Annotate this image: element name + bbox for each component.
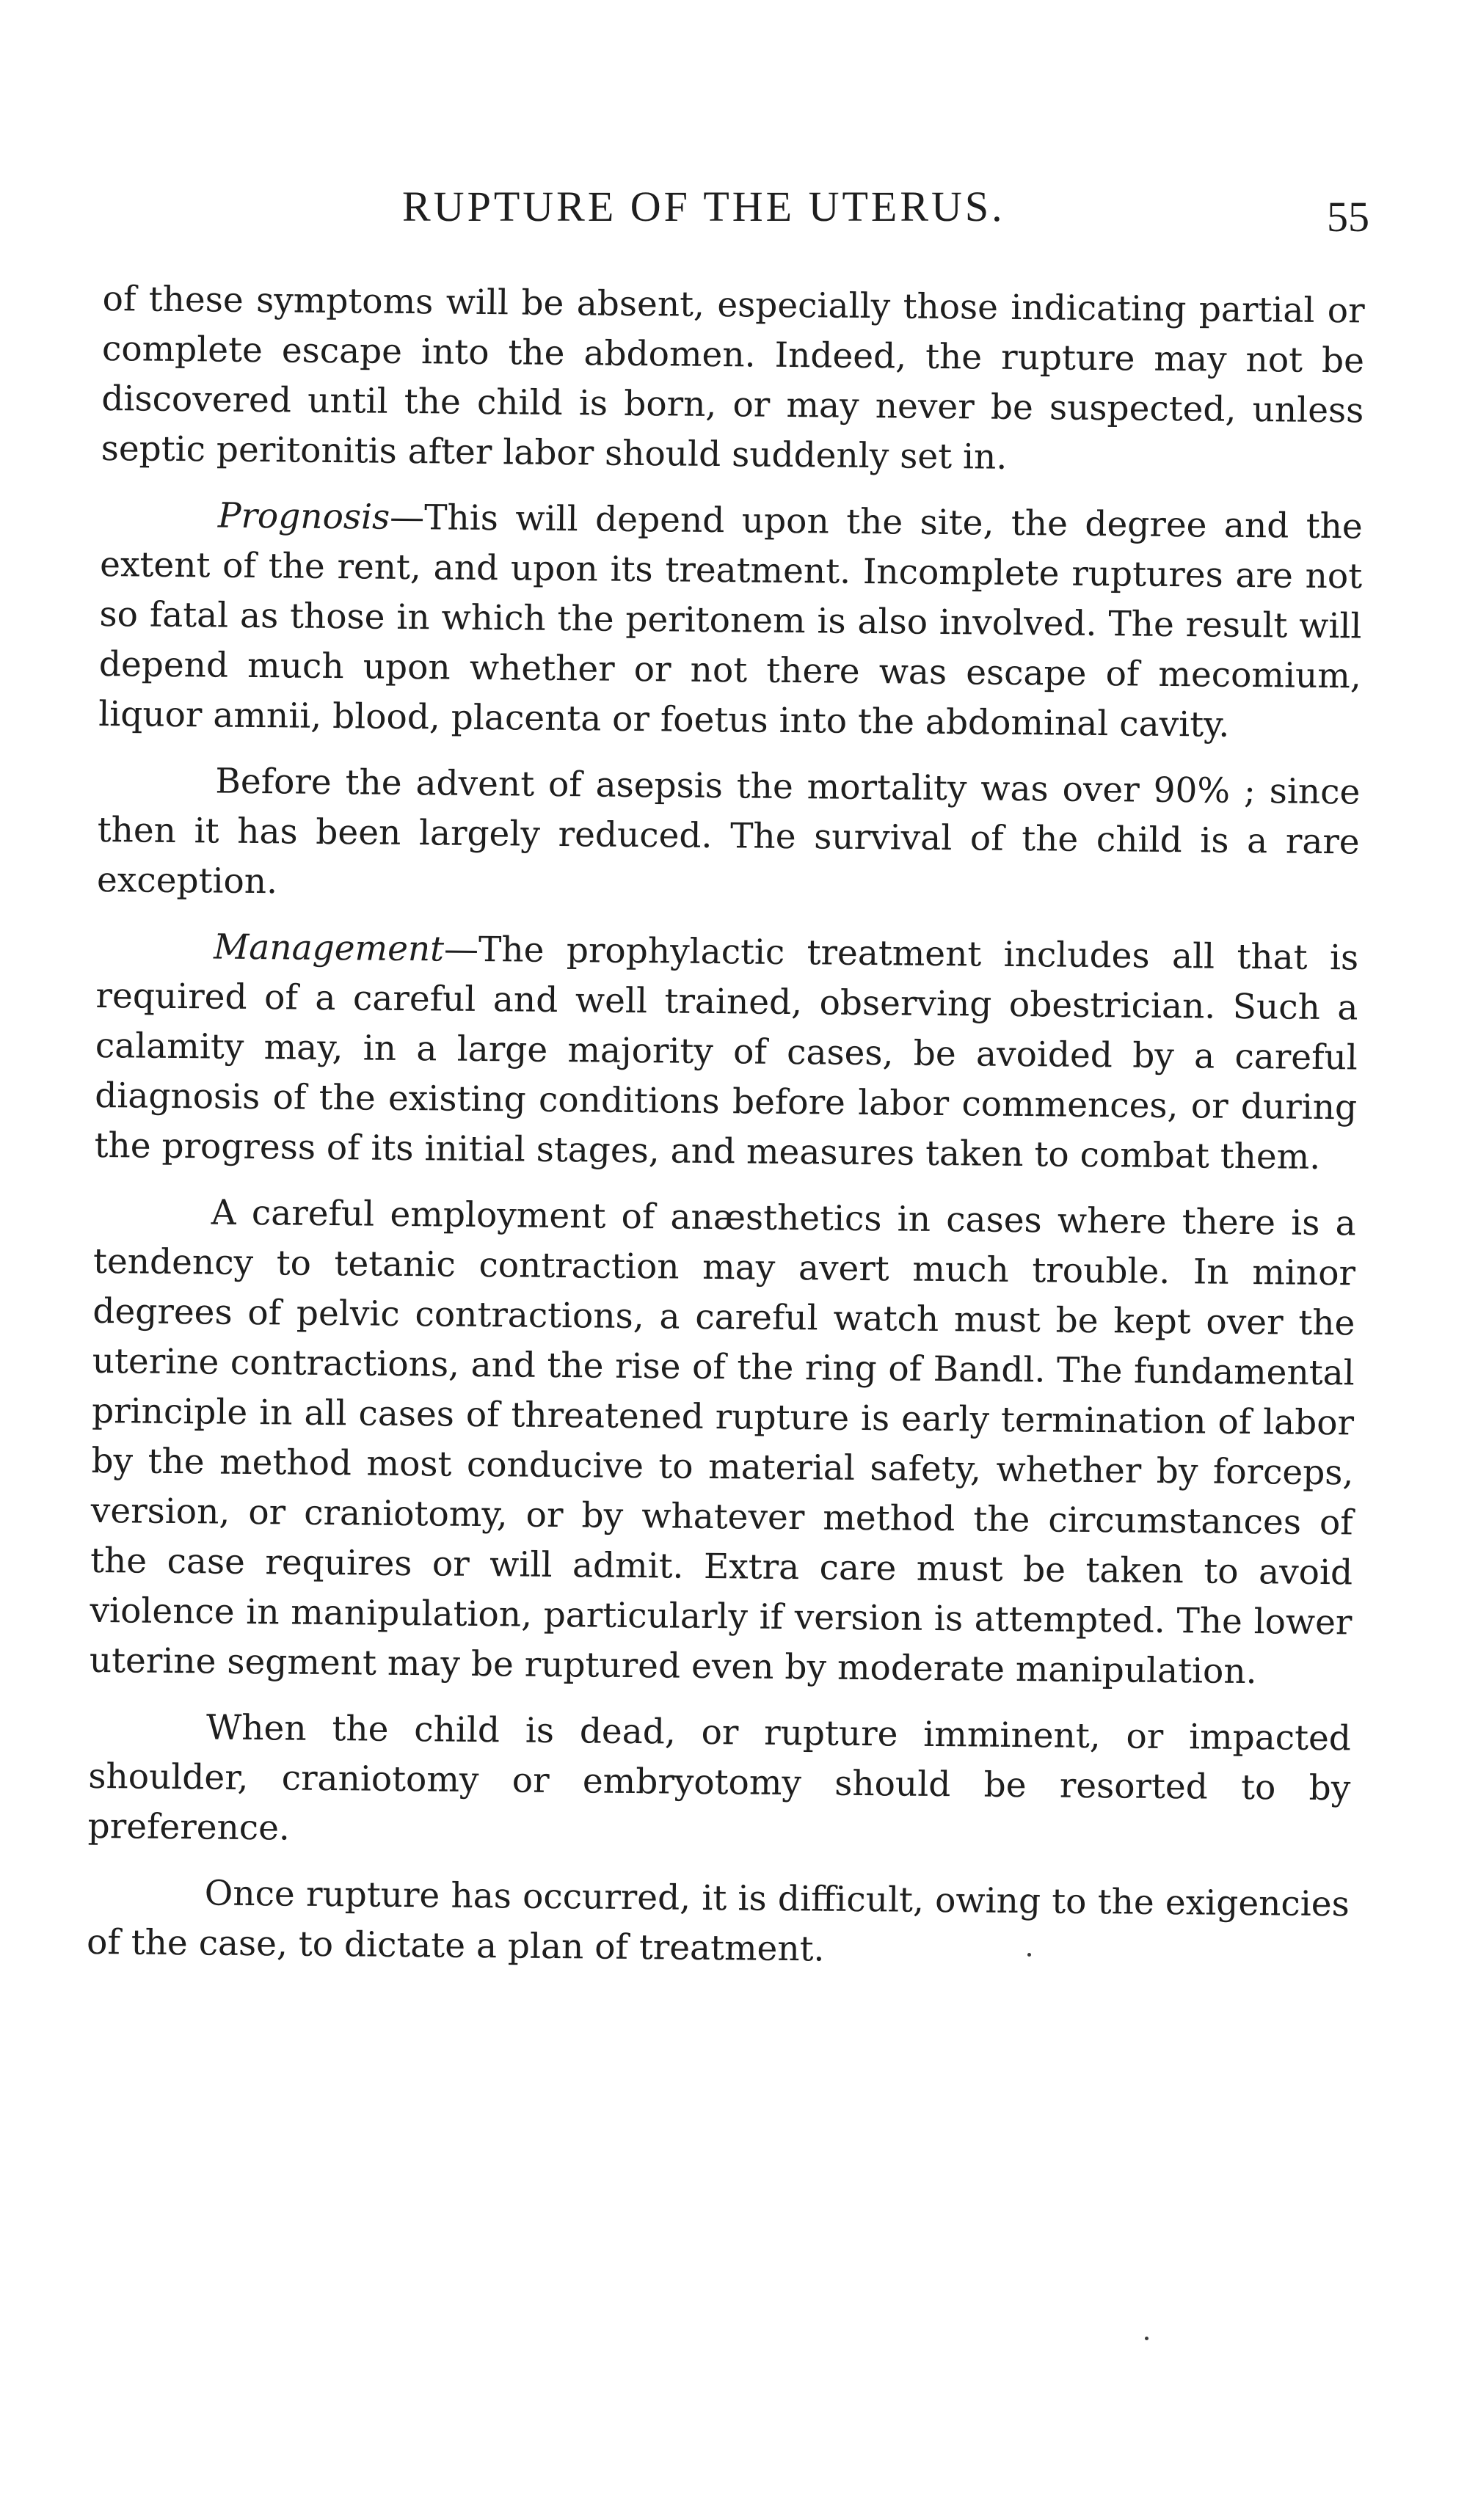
print-speck <box>1027 1953 1031 1957</box>
paragraph-symptoms-continued: of these symptoms will be absent, especially those indicating partial or complete escape into the abdomen. Indeed, the rupture may not be discovered until the child is born, or may never be suspected, unless septic peritonitis after labor should suddenly set in. <box>101 278 1365 478</box>
prognosis-text: This will depend upon the site, the degree and the extent of the rent, and upon its treatment. Incomplete ruptures are not so fatal as those in which the peritonem is also involved. The result will depend much upon whether or not there was escape of mecomium, liquor amnii, blood, placenta or foetus into the abdominal cavity. <box>98 497 1364 745</box>
text-column <box>87 274 1365 1995</box>
management-dash: — <box>443 929 479 970</box>
management-text: The prophylactic treatment includes all that is required of a careful and well trained, observing obestrician. Such a calamity may, in a large majority of cases, be avoided by a careful diagnosis of the existing conditions before labor commences, or during the progress of its initial stages, and measures taken to combat them. <box>94 929 1359 1177</box>
paragraph-craniotomy: When the child is dead, or rupture imminent, or impacted shoulder, craniotomy or embryotomy should be resorted to by preference. <box>87 1707 1352 1849</box>
print-speck <box>1145 2337 1148 2340</box>
paragraph-mortality: Before the advent of asepsis the mortality was over 90% ; since then it has been largely reduced. The survival of the child is a rare exception. <box>96 761 1361 902</box>
paragraph-anaesthetics: A careful employment of anæsthetics in cases where there is a tendency to tetanic contraction may avert much trouble. In minor degrees of pelvic contractions, a careful watch must be kept over the uterine contractions, and the rise of the ring of Bandl. The fundamental principle in all cases of threatened rupture is early termination of labor by the method most conducive to material safety, whether by forceps, version, or craniotomy, or by whatever method the circumstances of the case requires or will admit. Extra care must be taken to avoid violence in manipulation, particularly if version is attempted. The lower uterine segment may be ruptured even by moderate manipulation. <box>89 1192 1356 1692</box>
prognosis-dash: — <box>389 497 425 538</box>
paragraph-prognosis <box>98 490 1363 751</box>
paragraph-management <box>94 921 1358 1183</box>
paragraph-once-rupture: Once rupture has occurred, it is difficult, owing to the exigencies of the case, to dictate a plan of treatment. <box>86 1873 1350 1970</box>
management-heading: Management <box>213 927 445 970</box>
running-title: RUPTURE OF THE UTERUS. <box>402 183 1005 230</box>
page-number: 55 <box>1327 193 1369 241</box>
running-head <box>0 182 1478 248</box>
prognosis-heading: Prognosis <box>217 495 390 538</box>
